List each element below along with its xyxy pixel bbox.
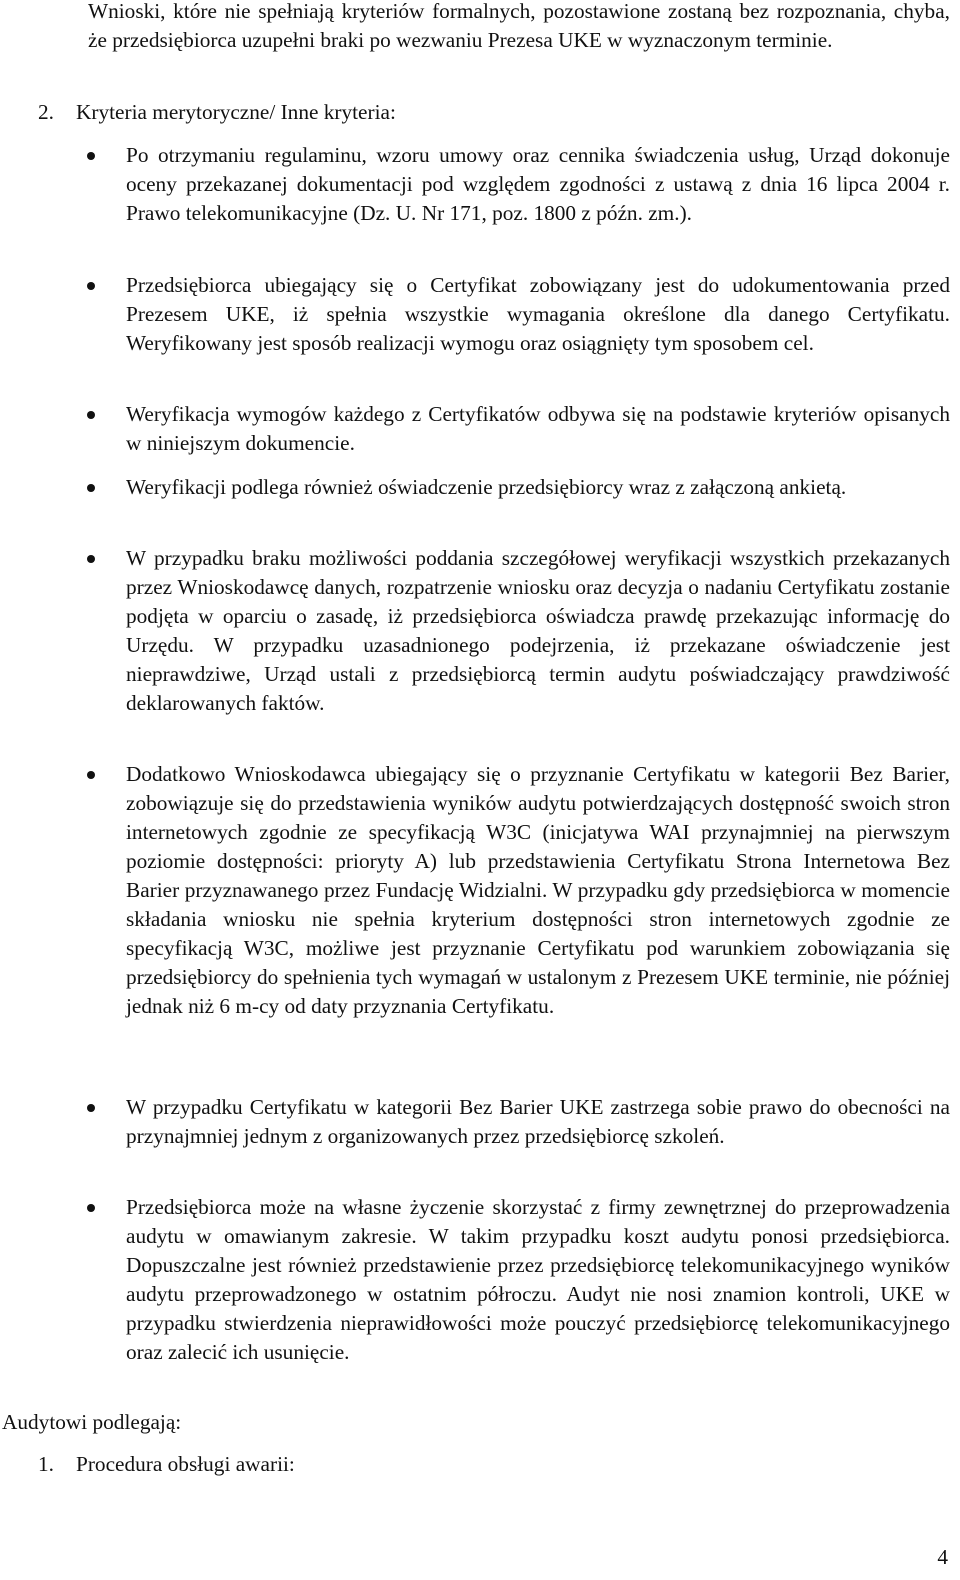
- bullet-text: W przypadku Certyfikatu w kategorii Bez Barier UKE zastrzega sobie prawo do obecności na przynajmniej jednym z organizowanych przez przedsiębiorcę szkoleń.: [126, 1095, 950, 1148]
- section-title: Kryteria merytoryczne/ Inne kryteria:: [76, 100, 396, 124]
- bullet-text: Weryfikacji podlega również oświadczenie przedsiębiorcy wraz z załączoną ankietą.: [126, 475, 847, 499]
- bullet-text: Przedsiębiorca może na własne życzenie skorzystać z firmy zewnętrznej do przeprowadzenia audytu w omawianym zakresie. W takim przypadku koszt audytu ponosi przedsiębiorca. Dopuszczalne jest również przedstawienie przez przedsiębiorcę telekomunikacyjnego wyników audytu przeprowadzonego w ostatnim półroczu. Audyt nie nosi znamion kontroli, UKE w przypadku stwierdzenia nieprawidłowości może pouczyć przedsiębiorcę telekomunikacyjnego oraz zalecić ich usunięcie.: [126, 1195, 950, 1364]
- bullet-item: [126, 141, 950, 228]
- bullet-dot-icon: [87, 411, 95, 419]
- audit-heading: Audytowi podlegają:: [2, 1410, 182, 1434]
- bullet-dot-icon: [87, 771, 95, 779]
- bullet-text: Po otrzymaniu regulaminu, wzoru umowy oraz cennika świadczenia usług, Urząd dokonuje oceny przekazanej dokumentacji pod względem zgodności z ustawą z dnia 16 lipca 2004 r. Prawo telekomunikacyjne (Dz. U. Nr 171, poz. 1800 z późn. zm.).: [126, 143, 950, 225]
- page-number: 4: [937, 1545, 948, 1569]
- bullet-dot-icon: [87, 555, 95, 563]
- section-heading: [38, 98, 938, 127]
- bullet-text: W przypadku braku możliwości poddania szczegółowej weryfikacji wszystkich przekazanych przez Wnioskodawcę danych, rozpatrzenie wniosku oraz decyzja o nadaniu Certyfikatu zostanie podjęta w oparciu o zasadę, iż przedsiębiorca oświadcza prawdę przekazując informację do Urzędu. W przypadku uzasadnionego podejrzenia, iż przekazane oświadczenie jest nieprawdziwe, Urząd ustali z przedsiębiorcą termin audytu poświadczający prawdziwość deklarowanych faktów.: [126, 546, 950, 715]
- bullet-dot-icon: [87, 282, 95, 290]
- bullet-dot-icon: [87, 1204, 95, 1212]
- bullet-item: [126, 1193, 950, 1367]
- bullet-text: Weryfikacja wymogów każdego z Certyfikatów odbywa się na podstawie kryteriów opisanych w niniejszym dokumencie.: [126, 402, 950, 455]
- bullet-item: [126, 544, 950, 718]
- bullet-item: [126, 400, 950, 458]
- procedure-title: Procedura obsługi awarii:: [76, 1452, 295, 1476]
- bullet-dot-icon: [87, 484, 95, 492]
- bullet-text: Dodatkowo Wnioskodawca ubiegający się o przyznanie Certyfikatu w kategorii Bez Barier, zobowiązuje się do przedstawienia wyników audytu potwierdzających dostępność swoich stron internetowych zgodnie ze specyfikacją W3C (inicjatywa WAI przynajmniej na pierwszym poziomie dostępności: prioryty A) lub przedstawienia Certyfikatu Strona Internetowa Bez Barier przyznawanego przez Fundację Widzialni. W przypadku gdy przedsiębiorca w momencie składania wniosku nie spełnia kryterium dostępności stron internetowych zgodnie ze specyfikacją W3C, możliwe jest przyznanie Certyfikatu pod warunkiem zobowiązania się przedsiębiorcy do spełnienia tych wymagań w ustalonym z Prezesem UKE terminie, nie później jednak niż 6 m-cy od daty przyznania Certyfikatu.: [126, 762, 950, 1018]
- bullet-item: [126, 1093, 950, 1151]
- section-number: 2.: [38, 100, 54, 124]
- bullet-item: [126, 473, 950, 502]
- bullet-dot-icon: [87, 152, 95, 160]
- intro-paragraph: Wnioski, które nie spełniają kryteriów formalnych, pozostawione zostaną bez rozpoznania, chyba, że przedsiębiorca uzupełni braki po wezwaniu Prezesa UKE w wyznaczonym terminie.: [88, 0, 950, 52]
- bullet-dot-icon: [87, 1104, 95, 1112]
- bullet-item: [126, 271, 950, 358]
- procedure-number: 1.: [38, 1452, 54, 1476]
- bullet-item: [126, 760, 950, 1021]
- bullet-text: Przedsiębiorca ubiegający się o Certyfikat zobowiązany jest do udokumentowania przed Prezesem UKE, iż spełnia wszystkie wymagania określone dla danego Certyfikatu. Weryfikowany jest sposób realizacji wymogu oraz osiągnięty tym sposobem cel.: [126, 273, 950, 355]
- procedure-heading: [38, 1450, 638, 1479]
